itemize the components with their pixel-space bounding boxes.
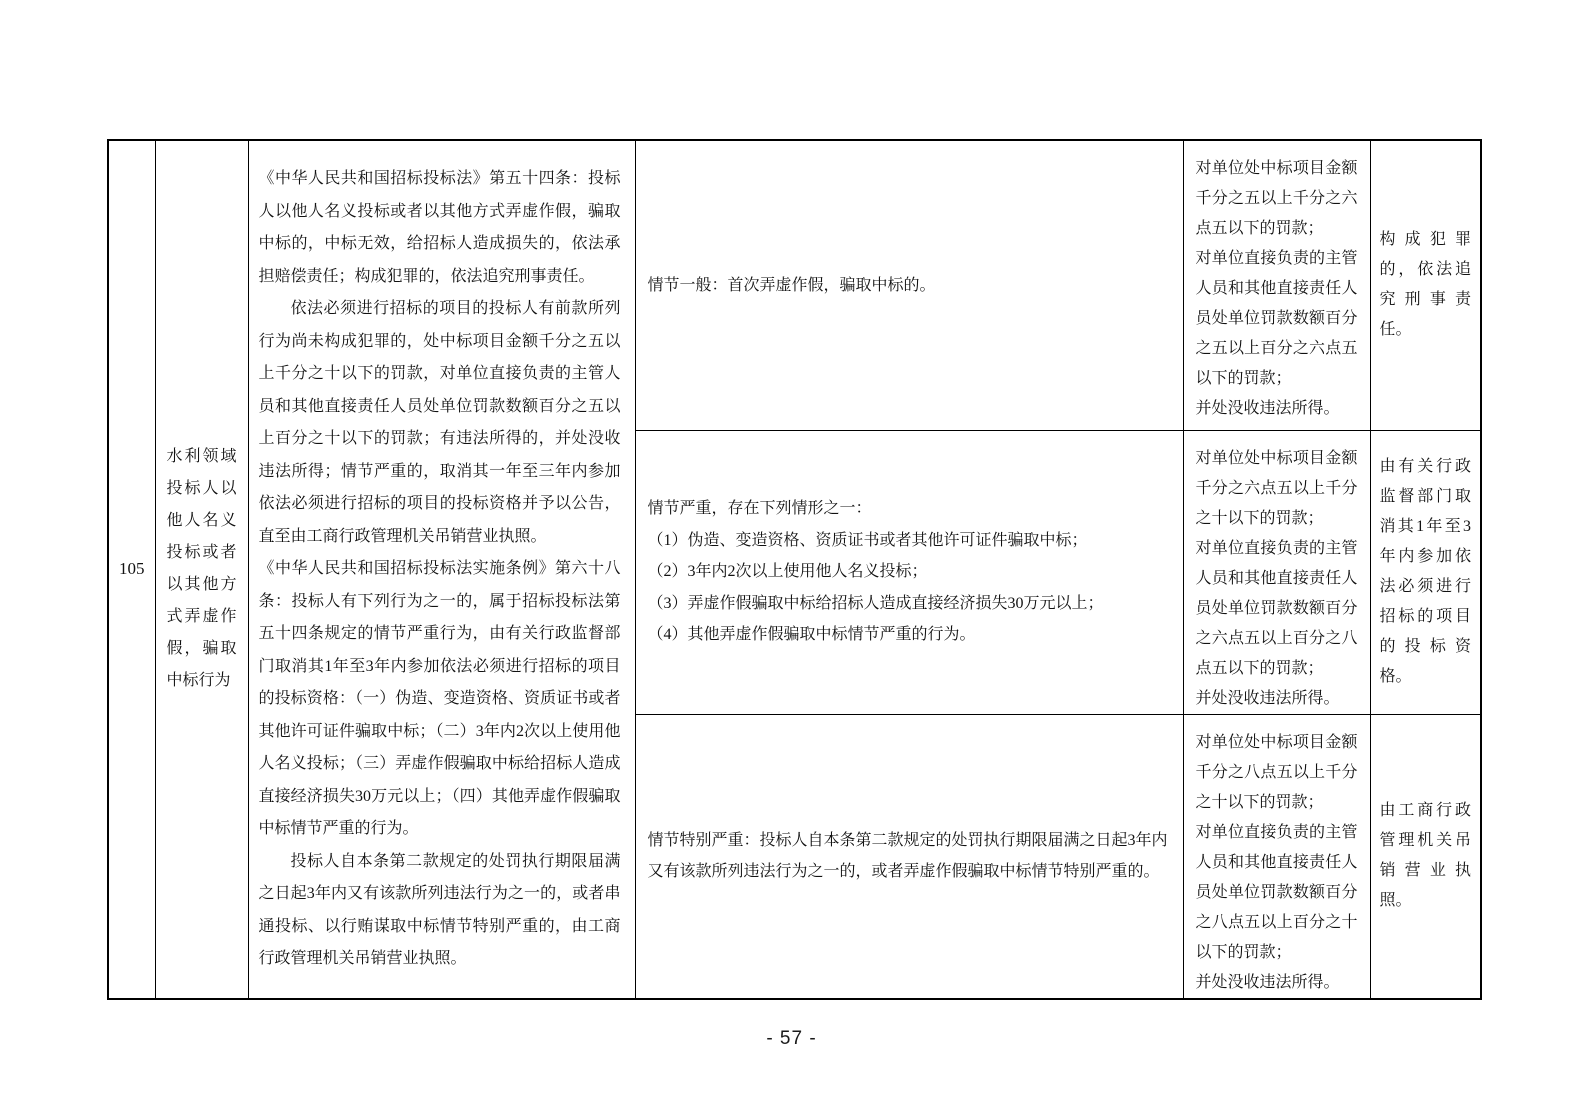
measure-line: 由有关行政监督部门取消其1年至3年内参加依法必须进行招标的项目的投标资格。 [1379, 458, 1471, 685]
penalty-text [1184, 141, 1370, 424]
row-number-cell [108, 140, 155, 999]
measure-cell-serious [1370, 430, 1481, 714]
penalty-line: 并处没收违法所得。 [1195, 400, 1340, 417]
situation-cell-extra-serious [635, 714, 1183, 999]
situation-line: （2）3年内2次以上使用他人名义投标； [647, 563, 928, 581]
severity-row-general [108, 140, 1481, 430]
legal-paragraph: 《中华人民共和国招标投标法》第五十四条：投标人以他人名义投标或者以其他方式弄虚作假，骗取中标的，中标无效，给招标人造成损失的，依法承担赔偿责任；构成犯罪的，依法追究刑事责任。 [258, 170, 621, 285]
legal-paragraph: 依法必须进行招标的项目的投标人有前款所列行为尚未构成犯罪的，处中标项目金额千分之五以上千分之十以下的罚款，对单位直接负责的主管人员和其他直接责任人员处单位罚款数额百分之五以上百分之十以下的罚款；有违法所得的，并处没收违法所得；情节严重的，取消其一年至三年内参加依法必须进行招标的项目的投标资格并予以公告，直至由工商行政管理机关吊销营业执照。 [258, 300, 621, 545]
measure-text [1371, 452, 1481, 692]
penalty-line: 对单位处中标项目金额千分之八点五以上千分之十以下的罚款； [1195, 733, 1358, 811]
penalty-line: 并处没收违法所得。 [1195, 973, 1340, 991]
penalty-line: 对单位直接负责的主管人员和其他直接责任人员处单位罚款数额百分之六点五以上百分之八点五以下的罚款； [1195, 539, 1358, 677]
measure-line: 构成犯罪的，依法追究刑事责任。 [1379, 231, 1471, 339]
situation-text [636, 270, 1183, 302]
penalty-cell-extra-serious [1183, 714, 1370, 999]
penalty-text [1184, 431, 1370, 714]
behavior-cell [155, 140, 248, 999]
measure-cell-general [1370, 140, 1481, 430]
situation-text [636, 825, 1183, 888]
page-number: - 57 - [766, 1028, 817, 1049]
situation-cell-general [635, 140, 1183, 430]
penalty-cell-general [1183, 140, 1370, 430]
penalty-cell-serious [1183, 430, 1370, 714]
situation-text [636, 493, 1183, 651]
situation-line: （3）弄虚作假骗取中标给招标人造成直接经济损失30万元以上； [647, 594, 1104, 612]
penalty-line: 对单位直接负责的主管人员和其他直接责任人员处单位罚款数额百分之五以上百分之六点五以下的罚款； [1195, 250, 1358, 387]
situation-line: 情节一般：首次弄虚作假，骗取中标的。 [647, 276, 936, 294]
situation-line: 情节特别严重：投标人自本条第二款规定的处罚执行期限届满之日起3年内又有该款所列违法行为之一的，或者弄虚作假骗取中标情节特别严重的。 [647, 831, 1168, 880]
measure-text [1371, 796, 1481, 916]
legal-basis-cell [248, 140, 635, 999]
legal-basis-text [249, 163, 635, 976]
measure-text [1371, 225, 1481, 345]
penalty-line: 并处没收违法所得。 [1195, 689, 1340, 707]
penalty-line: 对单位处中标项目金额千分之五以上千分之六点五以下的罚款； [1195, 160, 1358, 237]
legal-paragraph: 投标人自本条第二款规定的处罚执行期限届满之日起3年内又有该款所列违法行为之一的，或者串通投标、以行贿谋取中标情节特别严重的，由工商行政管理机关吊销营业执照。 [258, 852, 621, 967]
penalty-rule-table [107, 139, 1482, 1000]
situation-line: 情节严重，存在下列情形之一： [647, 500, 872, 518]
behavior-text: 水利领域投标人以他人名义投标或者以其他方式弄虚作假，骗取中标行为 [166, 448, 237, 690]
row-number: 105 [119, 559, 145, 579]
situation-cell-serious [635, 430, 1183, 714]
situation-line: （4）其他弄虚作假骗取中标情节严重的行为。 [647, 626, 976, 644]
penalty-line: 对单位直接负责的主管人员和其他直接责任人员处单位罚款数额百分之八点五以上百分之十以下的罚款； [1195, 823, 1358, 961]
legal-paragraph: 《中华人民共和国招标投标法实施条例》第六十八条：投标人有下列行为之一的，属于招标投标法第五十四条规定的情节严重行为，由有关行政监督部门取消其1年至3年内参加依法必须进行招标的项目的投标资格：（一）伪造、变造资格、资质证书或者其他许可证件骗取中标；（二）3年内2次以上使用他人名义投标；（三）弄虚作假骗取中标给招标人造成直接经济损失30万元以上；（四）其他弄虚作假骗取中标情节严重的行为。 [258, 560, 621, 837]
measure-line: 由工商行政管理机关吊销营业执照。 [1379, 802, 1471, 909]
measure-cell-extra-serious [1370, 714, 1481, 999]
situation-line: （1）伪造、变造资格、资质证书或者其他许可证件骗取中标； [647, 531, 1088, 549]
penalty-line: 对单位处中标项目金额千分之六点五以上千分之十以下的罚款； [1195, 449, 1358, 527]
penalty-text [1184, 715, 1370, 998]
